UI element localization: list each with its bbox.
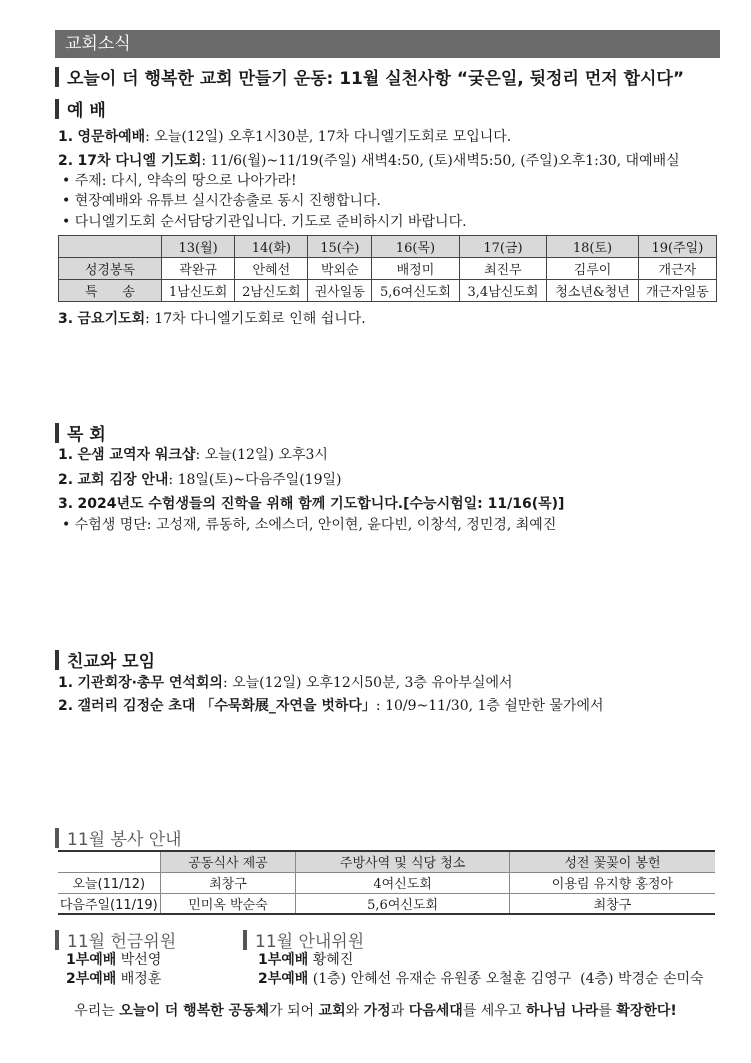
item-number: 1.: [58, 129, 74, 145]
motto-text: 과: [390, 1003, 409, 1019]
table-row: [59, 280, 717, 302]
worship-bullet: • 현장예배와 유튜브 실시간송출로 동시 진행합니다.: [62, 193, 381, 209]
member-names: 박선영: [120, 952, 162, 968]
table-cell: 4여신도회: [296, 872, 509, 893]
motto-emphasis: 가정: [363, 1003, 391, 1019]
fellowship-heading-text: 친교와 모임: [67, 652, 156, 672]
table-cell: 청소년&청년: [547, 280, 639, 302]
worship-item-2: [58, 150, 680, 170]
service-heading: [55, 825, 182, 850]
motto-emphasis: 오늘이 더 행복한 공동체: [119, 1003, 270, 1019]
day-header: 19(주일): [638, 236, 716, 258]
item-number: 3.: [58, 496, 74, 512]
item-text: : 10/9~11/30, 1층 쉴만한 물가에서: [375, 698, 604, 714]
pastoral-item-2: [58, 469, 341, 489]
service-label: 2부예배: [66, 971, 117, 987]
table-row: [58, 893, 715, 914]
table-corner-cell: [58, 851, 160, 872]
section-title-bar: [55, 30, 720, 58]
motto-emphasis: 다음세대: [408, 1003, 463, 1019]
heading-marker: [55, 650, 59, 670]
table-row: [58, 872, 715, 893]
item-number: 1.: [58, 447, 74, 463]
day-header: 18(토): [547, 236, 639, 258]
worship-bullet: • 다니엘기도회 순서담당기관입니다. 기도로 준비하시기 바랍니다.: [62, 214, 467, 230]
fellowship-item-2: [58, 695, 604, 715]
table-cell: 1남신도회: [162, 280, 235, 302]
offering-heading-text: 11월 헌금위원: [67, 932, 177, 952]
column-header: 성전 꽃꽂이 봉헌: [509, 851, 715, 872]
motto-emphasis: 확장한다!: [616, 1003, 677, 1019]
row-label: 성경봉독: [59, 258, 162, 280]
heading-marker: [55, 828, 59, 848]
day-header: 15(수): [308, 236, 372, 258]
motto-text: 를: [598, 1003, 617, 1019]
column-header: 주방사역 및 식당 청소: [296, 851, 509, 872]
item-number: 2.: [58, 698, 74, 714]
motto-text: 우리는: [74, 1003, 120, 1019]
table-header-row: [58, 851, 715, 872]
table-cell: 김루이: [547, 258, 639, 280]
service-label: 2부예배: [258, 971, 309, 987]
table-header-row: [59, 236, 717, 258]
fellowship-item-1: [58, 672, 513, 692]
pastoral-item-3: [58, 493, 564, 513]
item-label: 은샘 교역자 워크샵: [77, 447, 196, 463]
table-cell: 배정미: [372, 258, 460, 280]
worship-bullet: • 주제: 다시, 약속의 땅으로 나아가라!: [62, 173, 297, 189]
item-label: 교회 김장 안내: [77, 472, 169, 488]
worship-item-3: [58, 308, 366, 328]
pastoral-heading-text: 목 회: [67, 425, 106, 445]
table-cell: 개근자: [638, 258, 716, 280]
day-header: 16(목): [372, 236, 460, 258]
offering-first: [66, 949, 161, 969]
table-cell: 5,6여신도회: [372, 280, 460, 302]
worship-heading: [55, 96, 106, 121]
pastoral-bullet: • 수험생 명단: 고성재, 류동하, 소에스더, 안이현, 윤다빈, 이창석, 정민경, 최예진: [62, 517, 557, 533]
banner-text: 오늘이 더 행복한 교회 만들기 운동: 11월 실천사항 “궂은일, 뒷정리 먼저 합시다”: [67, 69, 685, 89]
motto-emphasis: 하나님 나라: [525, 1003, 599, 1019]
usher-heading-text: 11월 안내위원: [255, 932, 365, 952]
worship-heading-text: 예 배: [67, 101, 106, 121]
worship-item-1: [58, 126, 511, 146]
heading-marker: [55, 67, 59, 87]
item-number: 3.: [58, 311, 74, 327]
item-label: 영문하예배: [77, 129, 146, 145]
table-cell: 안혜선: [235, 258, 308, 280]
table-cell: 5,6여신도회: [296, 893, 509, 914]
item-label: 2024년도 수험생들의 진학을 위해 함께 기도합니다.[수능시험일: 11/16(목)]: [77, 496, 565, 512]
heading-marker: [243, 930, 247, 950]
table-row: [59, 258, 717, 280]
item-text: : 오늘(12일) 오후1시30분, 17차 다니엘기도회로 모입니다.: [145, 129, 512, 145]
table-corner-cell: [59, 236, 162, 258]
table-cell: 2남신도회: [235, 280, 308, 302]
day-header: 17(금): [459, 236, 547, 258]
banner: [55, 64, 684, 89]
offering-second: [66, 968, 161, 988]
item-text: : 11/6(월)~11/19(주일) 새벽4:50, (토)새벽5:50, (주일)오후1:30, 대예배실: [201, 153, 680, 169]
service-table: [58, 850, 715, 915]
pastoral-item-1: [58, 444, 328, 464]
church-motto: [0, 1000, 751, 1020]
row-label: 다음주일(11/19): [58, 893, 160, 914]
item-text: : 18일(토)~다음주일(19일): [168, 472, 342, 488]
column-header: 공동식사 제공: [160, 851, 296, 872]
motto-text: 가 되어: [269, 1003, 319, 1019]
prayer-schedule-table: [58, 235, 717, 302]
table-cell: 권사일동: [308, 280, 372, 302]
member-names: 황혜진: [312, 952, 354, 968]
section-title: 교회소식: [65, 34, 131, 54]
table-cell: 최진무: [459, 258, 547, 280]
row-label: 오늘(11/12): [58, 872, 160, 893]
service-label: 1부예배: [66, 952, 117, 968]
table-cell: 이용림 유지향 홍정아: [509, 872, 715, 893]
table-cell: 박외순: [308, 258, 372, 280]
table-cell: 민미옥 박순숙: [160, 893, 296, 914]
item-number: 2.: [58, 472, 74, 488]
heading-marker: [55, 99, 59, 119]
motto-emphasis: 교회: [318, 1003, 346, 1019]
table-cell: 3,4남신도회: [459, 280, 547, 302]
motto-text: 와: [345, 1003, 364, 1019]
fellowship-heading: [55, 647, 155, 672]
member-names: 배정훈: [120, 971, 162, 987]
item-label: 17차 다니엘 기도회: [77, 153, 202, 169]
item-text: : 오늘(12일) 오후3시: [195, 447, 328, 463]
usher-second: [258, 968, 704, 988]
heading-marker: [55, 423, 59, 443]
row-label: 특 송: [59, 280, 162, 302]
item-label: 갤러리 김정순 초대 「수묵화展_자연을 벗하다」: [77, 698, 376, 714]
heading-marker: [55, 930, 59, 950]
table-cell: 최창구: [160, 872, 296, 893]
day-header: 14(화): [235, 236, 308, 258]
item-text: : 오늘(12일) 오후12시50분, 3층 유아부실에서: [222, 675, 513, 691]
item-number: 2.: [58, 153, 74, 169]
item-label: 기관회장·총무 연석회의: [77, 675, 223, 691]
day-header: 13(월): [162, 236, 235, 258]
service-label: 1부예배: [258, 952, 309, 968]
service-heading-text: 11월 봉사 안내: [67, 830, 182, 850]
item-number: 1.: [58, 675, 74, 691]
table-cell: 최창구: [509, 893, 715, 914]
motto-text: 를 세우고: [462, 1003, 526, 1019]
member-names: (1층) 안혜선 유재순 유원종 오철훈 김영구 (4층) 박경순 손미숙: [312, 971, 704, 987]
table-cell: 개근자일동: [638, 280, 716, 302]
usher-first: [258, 949, 353, 969]
table-cell: 곽완규: [162, 258, 235, 280]
item-label: 금요기도회: [77, 311, 146, 327]
pastoral-heading: [55, 420, 106, 445]
item-text: : 17차 다니엘기도회로 인해 쉽니다.: [145, 311, 366, 327]
